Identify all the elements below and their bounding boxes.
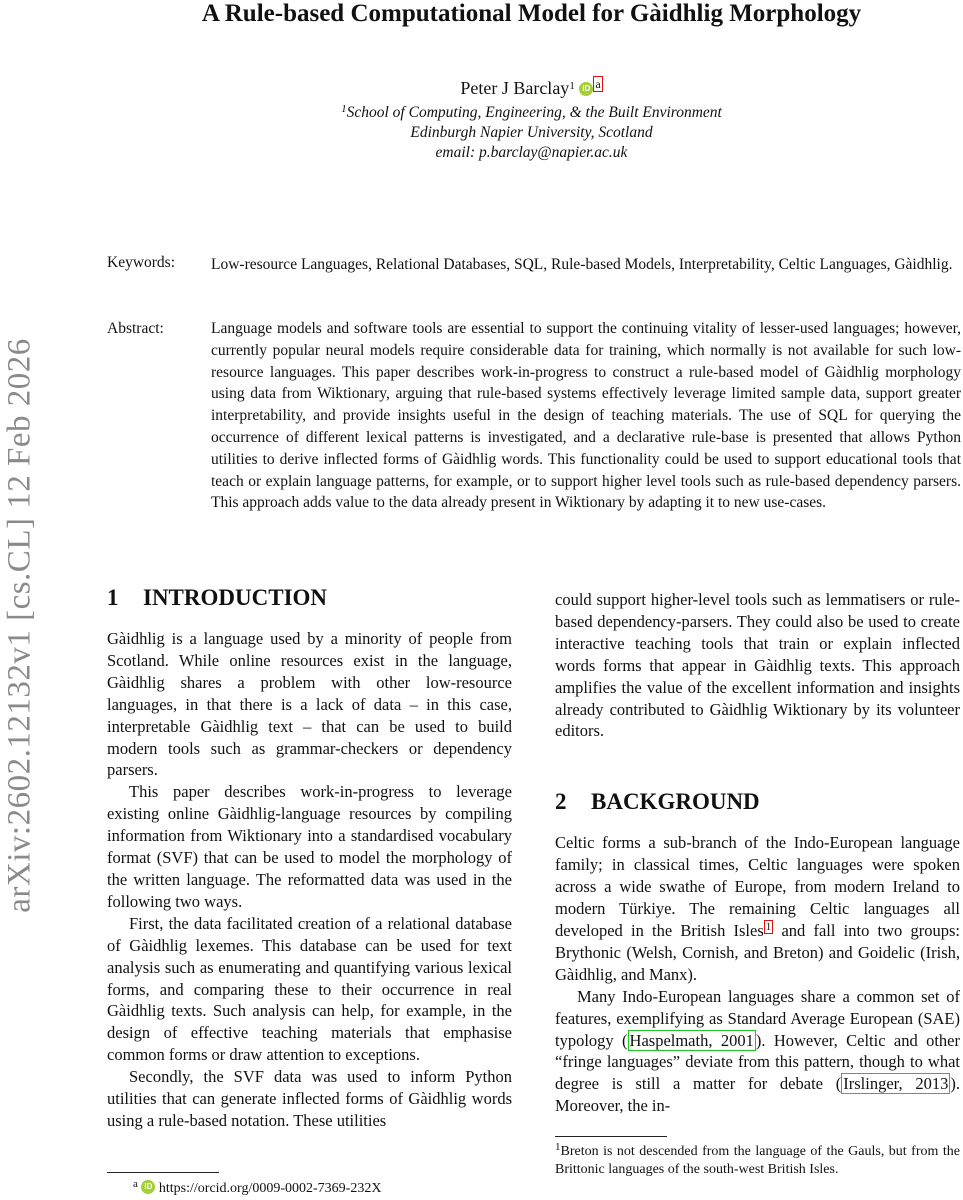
background-heading bbox=[555, 788, 960, 816]
orcid-icon[interactable]: iD bbox=[579, 82, 593, 96]
background-p1-text-a: Celtic forms a sub-branch of the Indo-European language family; in classical times, Celtic languages were spoken across a wide swathe of Europe, from modern Ireland to modern Türkiye. The remaining Celtic languages all developed in the British Isles bbox=[555, 833, 960, 940]
background-p1-text-b: and fall into two groups: Brythonic (Welsh, Cornish, and Breton) and Goidelic (Irish, Gàidhlig, and Manx). bbox=[555, 920, 960, 984]
orcid-footnote bbox=[133, 1180, 381, 1198]
arxiv-sidebar bbox=[0, 290, 40, 960]
footnote-rule-right bbox=[555, 1136, 667, 1137]
affil-email: email: p.barclay@napier.ac.uk bbox=[435, 144, 628, 161]
background-p2-text-a: Many Indo-European languages share a common set of features, exemplifying as Standard Average European (SAE) typology ( bbox=[555, 986, 960, 1050]
abstract-label: Abstract: bbox=[107, 320, 164, 337]
orcid-footnote-mark: a bbox=[133, 1178, 138, 1190]
right-column bbox=[555, 589, 960, 1117]
background-p2-text-c: ). Moreover, the in- bbox=[555, 1074, 960, 1116]
keywords-label: Keywords: bbox=[107, 254, 176, 271]
background-title: BACKGROUND bbox=[591, 789, 760, 815]
intro-paragraph-1: Gàidhlig is a language used by a minority of people from Scotland. While online resources exist in the language, Gàidhlig shares a problem with other low-resource languages, in that there is a lack of data – in this case, interpretable Gàidhlig text – that can be used to build modern tools such as grammar-checkers or dependency parsers. bbox=[107, 629, 512, 780]
citation-irslinger-link[interactable]: Irslinger, 2013 bbox=[843, 1074, 949, 1094]
author-line bbox=[100, 76, 963, 100]
abstract-text: Language models and software tools are essential to support the continuing vitality of lesser-used languages; however, currently popular neural models require considerable data for training, which normally is not available for such low-resource languages. This paper describes work-in-progress to construct a rule-based model of Gàidhlig morphology using data from Wiktionary, arguing that rule-based systems effectively leverage limited sample data, support greater interpretability, and provide insights useful in the design of teaching materials. The use of SQL for querying the occurrence of different lexical patterns is investigated, and a declarative rule-base is presented that allows Python utilities to derive inflected forms of Gàidhlig words. This functionality could be used to support educational tools that teach or explain language patterns, for example, or to support higher level tools such as rule-based dependency parsers. This approach adds value to the data already present in Wiktionary by adapting it to new use-cases. bbox=[211, 320, 961, 512]
breton-footnote bbox=[555, 1143, 960, 1179]
orcid-footnote-link[interactable]: a bbox=[595, 77, 601, 91]
background-p2-text-b: ). However, Celtic and other “fringe languages” deviate from this pattern, though to what degree is still a matter for debate ( bbox=[555, 1030, 960, 1094]
orcid-url-link[interactable]: https://orcid.org/0009-0002-7369-232X bbox=[158, 1181, 382, 1196]
intro-paragraph-2: This paper describes work-in-progress to leverage existing online Gàidhlig-language resources by compiling information from Wiktionary into a standardised vocabulary format (SVF) that can be used to model the morphology of the written language. The reformatted data was used in the following two ways. bbox=[107, 782, 512, 911]
intro-number: 1 bbox=[107, 585, 119, 610]
left-column bbox=[107, 584, 512, 1132]
affiliation-block bbox=[100, 103, 963, 163]
author-affil-sup: 1 bbox=[569, 80, 575, 92]
breton-footnote-text: Breton is not descended from the language of the Gauls, but from the Brittonic languages of the south-west British Isles. bbox=[555, 1144, 960, 1177]
intro-paragraph-4: Secondly, the SVF data was used to inform Python utilities that can generate inflected forms of Gàidhlig words using a rule-based notation. These utilities bbox=[107, 1067, 512, 1130]
intro-heading bbox=[107, 584, 512, 612]
paper-title: A Rule-based Computational Model for Gàidhlig Morphology bbox=[201, 0, 862, 27]
orcid-footnote-icon: iD bbox=[141, 1180, 155, 1194]
background-paragraph-2 bbox=[555, 986, 960, 1117]
affil-school: School of Computing, Engineering, & the Built Environment bbox=[346, 104, 722, 121]
affil-sup: 1 bbox=[341, 103, 347, 115]
intro-paragraph-5: could support higher-level tools such as lemmatisers or rule-based dependency-parsers. They could also be used to create interactive teaching tools that train or explain inflected words forms that appear in Gàidhlig texts. This approach amplifies the value of the excellent information and insights already contributed to Gàidhlig Wiktionary by its volunteer editors. bbox=[555, 590, 960, 741]
background-number: 2 bbox=[555, 789, 567, 815]
breton-footnote-mark: 1 bbox=[555, 1141, 561, 1153]
author-name: Peter J Barclay bbox=[460, 78, 570, 98]
intro-paragraph-3: First, the data facilitated creation of a relational database of Gàidhlig lexemes. This database can be used for text analysis such as enumerating and quantifying various lexical forms, and comparing these to their occurrence in real Gàidhlig texts. Such analysis can help, for example, in the design of effective teaching materials that emphasise common forms or draw attention to exceptions. bbox=[107, 913, 512, 1065]
intro-title: INTRODUCTION bbox=[143, 585, 328, 610]
arxiv-identifier: arXiv:2602.12132v1 [cs.CL] 12 Feb 2026 bbox=[1, 337, 38, 913]
citation-haspelmath-link[interactable]: Haspelmath, 2001 bbox=[629, 1030, 754, 1050]
keywords-text: Low-resource Languages, Relational Databases, SQL, Rule-based Models, Interpretability, Celtic Languages, Gàidhlig. bbox=[211, 256, 953, 273]
affil-university: Edinburgh Napier University, Scotland bbox=[410, 124, 653, 141]
footnote-rule-left bbox=[107, 1172, 219, 1173]
background-paragraph-1 bbox=[555, 832, 960, 985]
footnote-1-link[interactable]: 1 bbox=[765, 920, 772, 933]
